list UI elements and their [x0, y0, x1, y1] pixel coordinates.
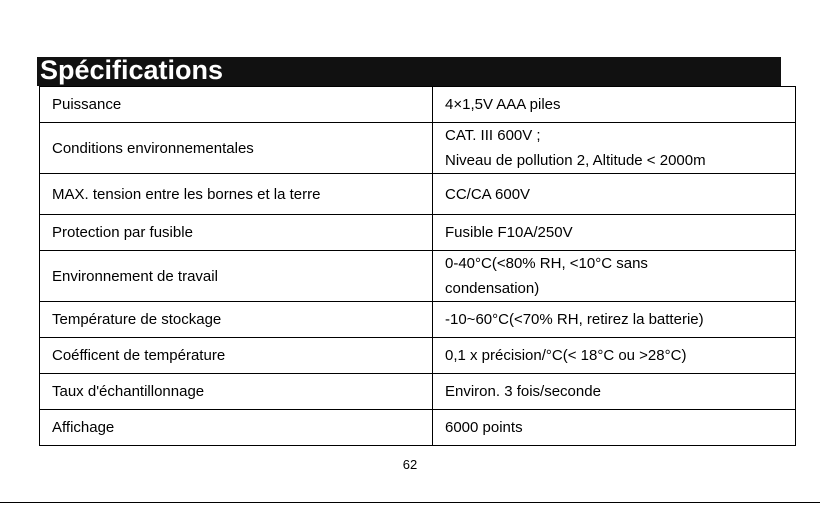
spec-value-line: 6000 points: [445, 419, 523, 436]
table-row: [40, 215, 796, 251]
spec-value-line: -10~60°C(<70% RH, retirez la batterie): [445, 311, 704, 328]
spec-value-line: condensation): [445, 280, 540, 297]
spec-value: [433, 87, 796, 123]
spec-value: [433, 251, 796, 302]
spec-value: [433, 338, 796, 374]
table-row: [40, 87, 796, 123]
spec-label: Température de stockage: [40, 302, 433, 338]
spec-value-line: Fusible F10A/250V: [445, 224, 573, 241]
table-row: [40, 302, 796, 338]
specifications-table: [39, 86, 796, 446]
spec-label: Coéfficent de température: [40, 338, 433, 374]
section-title-bar: [37, 57, 781, 86]
spec-value-line: 4×1,5V AAA piles: [445, 96, 561, 113]
spec-label: Environnement de travail: [40, 251, 433, 302]
table-row: [40, 123, 796, 174]
spec-value: [433, 374, 796, 410]
spec-value: [433, 123, 796, 174]
section-title: Spécifications: [40, 55, 224, 85]
table-row: [40, 374, 796, 410]
spec-label: Protection par fusible: [40, 215, 433, 251]
spec-value: [433, 410, 796, 446]
spec-label: Puissance: [40, 87, 433, 123]
spec-label: Affichage: [40, 410, 433, 446]
table-row: [40, 174, 796, 215]
page-number: 62: [402, 457, 418, 472]
spec-label: Conditions environnementales: [40, 123, 433, 174]
spec-value-line: 0,1 x précision/°C(< 18°C ou >28°C): [445, 347, 687, 364]
spec-label: Taux d'échantillonnage: [40, 374, 433, 410]
spec-value: [433, 302, 796, 338]
spec-value-line: Niveau de pollution 2, Altitude < 2000m: [445, 152, 706, 169]
spec-value-line: CAT. III 600V ;: [445, 127, 541, 144]
bottom-divider: [0, 502, 820, 503]
spec-value-line: CC/CA 600V: [445, 185, 531, 203]
table-row: [40, 338, 796, 374]
spec-label: MAX. tension entre les bornes et la terre: [40, 174, 433, 215]
spec-value: [433, 174, 796, 215]
table-row: [40, 410, 796, 446]
spec-value-line: Environ. 3 fois/seconde: [445, 383, 601, 400]
spec-value-line: 0-40°C(<80% RH, <10°C sans: [445, 255, 648, 272]
table-row: [40, 251, 796, 302]
spec-value: [433, 215, 796, 251]
